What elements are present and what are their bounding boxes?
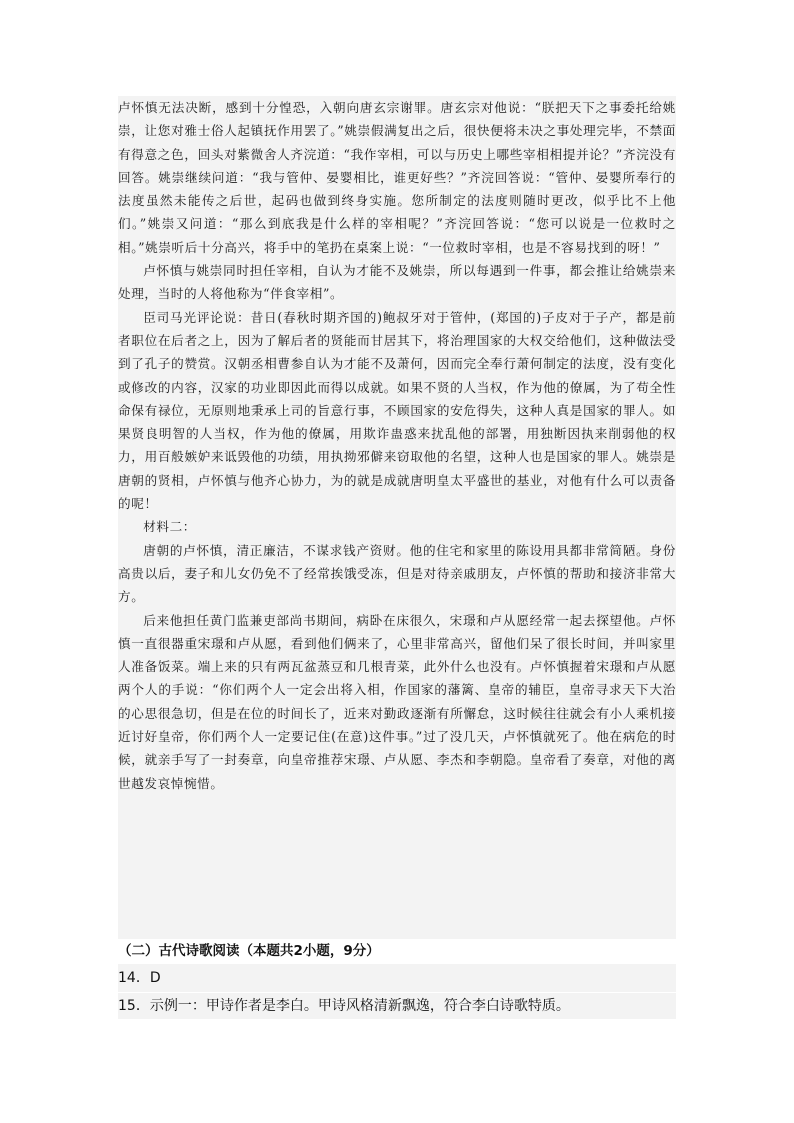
- paragraph: 唐朝的卢怀慎，清正廉洁，不谋求钱产资财。他的住宅和家里的陈设用具都非常简陋。身份高贵以后，妻子和儿女仍免不了经常挨饿受冻，但是对待亲戚朋友，卢怀慎的帮助和接济非常大方。: [118, 542, 676, 605]
- paragraph: 卢怀慎与姚崇同时担任宰相，自认为才能不及姚崇，所以每遇到一件事，都会推让给姚崇来处理，当时的人将他称为“伴食宰相”。: [118, 263, 676, 302]
- answer-section: [118, 938, 676, 1019]
- section-heading: （二）古代诗歌阅读（本题共2小题，9分）: [118, 943, 380, 959]
- answer-15: 15．示例一：甲诗作者是李白。甲诗风格清新飘逸，符合李白诗歌特质。: [118, 993, 676, 1019]
- material-label: 材料二：: [143, 519, 196, 535]
- paragraph: 卢怀慎无法决断，感到十分惶恐，入朝向唐玄宗谢罪。唐玄宗对他说：“朕把天下之事委托给姚崇，让您对雅士俗人起镇抚作用罢了。”姚崇假满复出之后，很快便将未决之事处理完毕，不禁面有得意之色，回头对紫微舍人齐浣道：“我作宰相，可以与历史上哪些宰相相提并论？”齐浣没有回答。姚崇继续问道：“我与管仲、晏婴相比，谁更好些？”齐浣回答说：“管仲、晏婴所奉行的法度虽然未能传之后世，起码也做到终身实施。您所制定的法度则随时更改，似乎比不上他们。”姚崇又问道：“那么到底我是什么样的宰相呢？”齐浣回答说：“您可以说是一位救时之相。”姚崇听后十分高兴，将手中的笔扔在桌案上说：“一位救时宰相，也是不容易找到的呀！”: [118, 100, 676, 255]
- paragraph: 臣司马光评论说：昔日(春秋时期齐国的)鲍叔牙对于管仲，(郑国的)子皮对于子产，都是前者职位在后者之上，因为了解后者的贤能而甘居其下，将治理国家的大权交给他们，这种做法受到了孔子的赞赏。汉朝丞相曹参自认为才能不及萧何，因而完全奉行萧何制定的法度，没有变化或修改的内容，汉家的功业即因此而得以成就。如果不贤的人当权，作为他的僚属，为了苟全性命保有禄位，无原则地秉承上司的旨意行事，不顾国家的安危得失，这种人真是国家的罪人。如果贤良明智的人当权，作为他的僚属，用欺诈蛊惑来扰乱他的部署，用独断因执来削弱他的权力，用百般嫉妒来诋毁他的功绩，用执拗邪僻来窃取他的名望，这种人也是国家的罪人。姚崇是唐朝的贤相，卢怀慎与他齐心协力，为的就是成就唐明皇太平盛世的基业，对他有什么可以责备的呢！: [118, 309, 676, 512]
- translation-passage: [118, 96, 676, 795]
- paragraph: 后来他担任黄门监兼吏部尚书期间，病卧在床很久，宋璟和卢从愿经常一起去探望他。卢怀慎一直很器重宋璟和卢从愿，看到他们俩来了，心里非常高兴，留他们呆了很长时间，并叫家里人准备饭菜。端上来的只有两瓦盆蒸豆和几根青菜，此外什么也没有。卢怀慎握着宋璟和卢从愿两个人的手说：“你们两个人一定会出将入相，作国家的藩篱、皇帝的辅臣，皇帝寻求天下大治的心思很急切，但是在位的时间长了，近来对勤政逐渐有所懈怠，这时候往往就会有小人乘机接近讨好皇帝，你们两个人一定要记住(在意)这件事。”过了没几天，卢怀慎就死了。他在病危的时候，就亲手写了一封奏章，向皇帝推荐宋璟、卢从愿、李杰和李朝隐。皇帝看了奏章，对他的离世越发哀悼惋惜。: [118, 612, 676, 791]
- answer-14: 14．D: [118, 964, 676, 992]
